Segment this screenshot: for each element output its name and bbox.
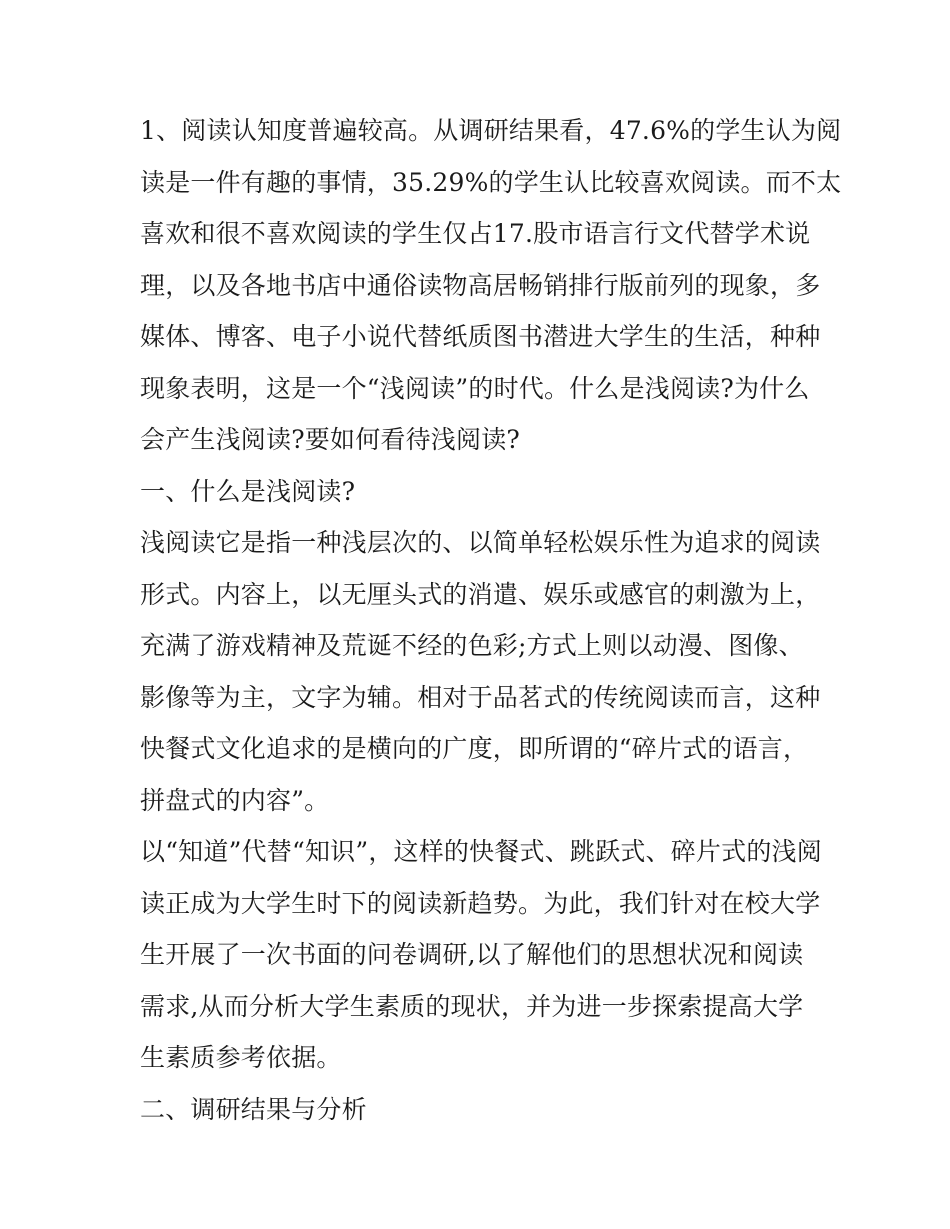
text-line: 喜欢和很不喜欢阅读的学生仅占17.股市语言行文代替学术说 — [140, 219, 811, 248]
text-line: 1、阅读认知度普遍较高。从调研结果看，47.6%的学生认为阅 — [140, 116, 842, 145]
text-line: 理，以及各地书店中通俗读物高居畅销排行版前列的现象，多 — [140, 270, 821, 300]
text-line: 现象表明，这是一个“浅阅读”的时代。什么是浅阅读?为什么 — [140, 373, 810, 403]
text-line: 读正成为大学生时下的阅读新趋势。为此，我们针对在校大学 — [140, 888, 821, 918]
text-line: 会产生浅阅读?要如何看待浅阅读? — [140, 425, 521, 454]
text-line: 需求,从而分析大学生素质的现状，并为进一步探索提高大学 — [140, 991, 804, 1021]
text-line: 充满了游戏精神及荒诞不经的色彩;方式上则以动漫、图像、 — [140, 631, 804, 660]
document-body — [140, 109, 842, 1139]
text-line: 以“知道”代替“知识”，这样的快餐式、跳跃式、碎片式的浅阅 — [140, 837, 822, 866]
text-line: 生素质参考依据。 — [140, 1043, 342, 1072]
text-line: 读是一件有趣的事情，35.29%的学生认比较喜欢阅读。而不太 — [140, 167, 842, 197]
text-line: 拼盘式的内容”。 — [140, 785, 330, 815]
text-line: 影像等为主，文字为辅。相对于品茗式的传统阅读而言，这种 — [140, 682, 821, 712]
text-line: 生开展了一次书面的问卷调研,以了解他们的思想状况和阅读 — [140, 940, 804, 969]
text-line: 媒体、博客、电子小说代替纸质图书潜进大学生的生活，种种 — [140, 322, 821, 351]
section-heading: 一、什么是浅阅读? — [140, 476, 356, 506]
text-line: 浅阅读它是指一种浅层次的、以简单轻松娱乐性为追求的阅读 — [140, 528, 821, 557]
text-line: 形式。内容上，以无厘头式的消遣、娱乐或感官的刺激为上， — [140, 579, 821, 609]
text-line: 快餐式文化追求的是横向的广度，即所谓的“碎片式的语言， — [140, 734, 809, 763]
section-heading: 二、调研结果与分析 — [140, 1094, 367, 1124]
